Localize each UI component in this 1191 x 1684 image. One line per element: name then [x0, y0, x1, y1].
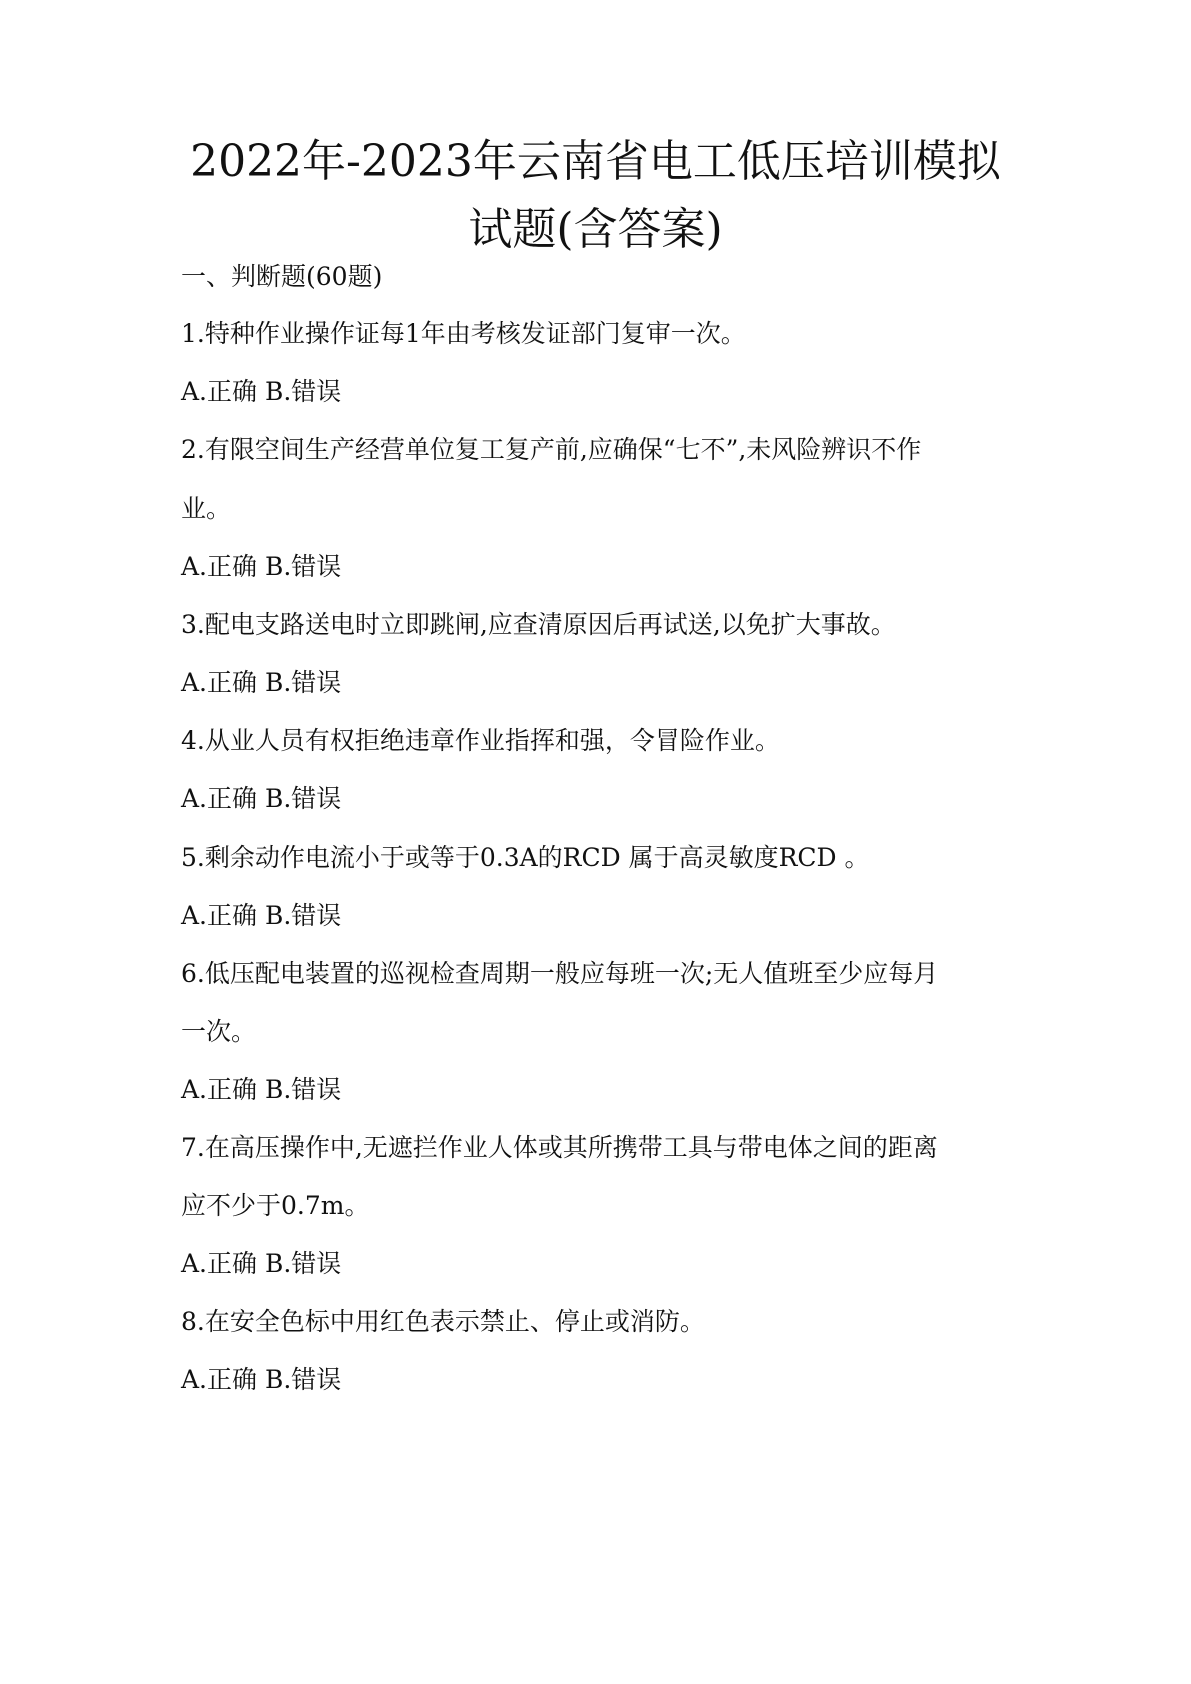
- question-1: 1.特种作业操作证每1年由考核发证部门复审一次。: [181, 319, 746, 348]
- question-3-options: A.正确 B.错误: [181, 668, 342, 697]
- question-6-continued: 一次。: [181, 1017, 257, 1046]
- question-8-options: A.正确 B.错误: [181, 1365, 342, 1394]
- question-2-options: A.正确 B.错误: [181, 552, 342, 581]
- question-6-options: A.正确 B.错误: [181, 1075, 342, 1104]
- question-6: 6.低压配电装置的巡视检查周期一般应每班一次;无人值班至少应每月: [181, 959, 939, 988]
- question-7-continued: 应不少于0.7m。: [181, 1191, 370, 1220]
- title-line-1: 2022年-2023年云南省电工低压培训模拟: [190, 136, 1001, 187]
- question-5: 5.剩余动作电流小于或等于0.3A的RCD 属于高灵敏度RCD 。: [181, 843, 870, 872]
- question-5-options: A.正确 B.错误: [181, 901, 342, 930]
- question-7: 7.在高压操作中,无遮拦作业人体或其所携带工具与带电体之间的距离: [181, 1133, 938, 1162]
- title-line-2: 试题(含答案): [468, 204, 723, 255]
- question-4: 4.从业人员有权拒绝违章作业指挥和强，令冒险作业。: [181, 726, 780, 755]
- question-7-options: A.正确 B.错误: [181, 1249, 342, 1278]
- question-1-options: A.正确 B.错误: [181, 377, 342, 406]
- question-2-continued: 业。: [181, 494, 232, 523]
- question-3: 3.配电支路送电时立即跳闸,应查清原因后再试送,以免扩大事故。: [181, 610, 896, 639]
- question-8: 8.在安全色标中用红色表示禁止、停止或消防。: [181, 1307, 705, 1336]
- section-heading: 一、判断题(60题): [181, 262, 383, 291]
- question-4-options: A.正确 B.错误: [181, 784, 342, 813]
- question-2: 2.有限空间生产经营单位复工复产前,应确保“七不”,未风险辨识不作: [181, 435, 922, 464]
- document-title: [170, 128, 1021, 264]
